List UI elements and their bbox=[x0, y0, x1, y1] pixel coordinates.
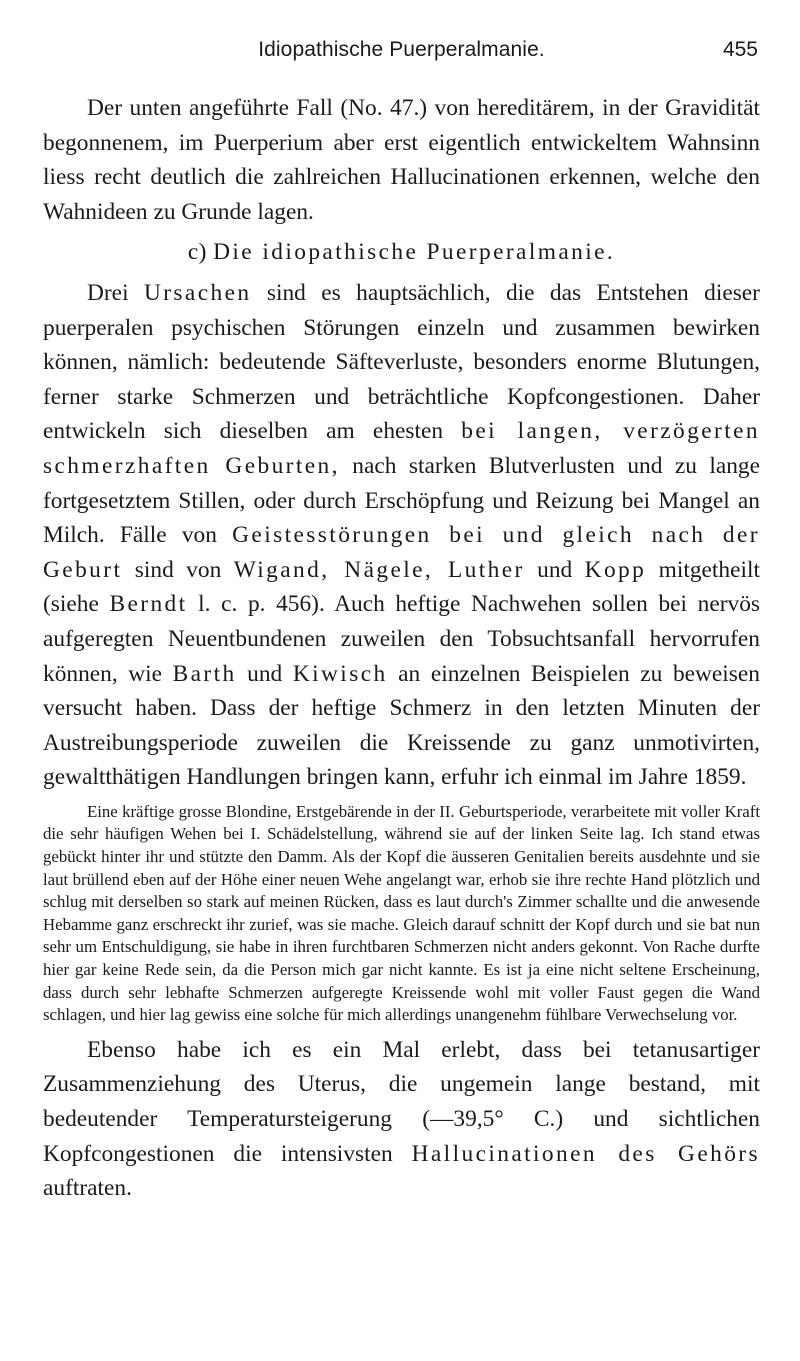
text-run: und bbox=[236, 660, 293, 687]
text-run: an einzelnen Beispielen zu beweisen versucht haben. Dass der heftige Schmerz in den letzten Minuten der Austreibungsperiode zuweilen die Kreissende zu ganz unmotivirten, gewaltthätigen Handlungen bringen kann, erfuhr ich einmal im Jahre 1859. bbox=[43, 660, 760, 791]
emphasis-authors: Wigand, Nägele, Luther bbox=[233, 556, 525, 583]
text-run: und bbox=[524, 556, 585, 583]
page-body bbox=[43, 91, 760, 1206]
emphasis-hallucinations: Hallucinationen des Gehörs bbox=[411, 1140, 760, 1167]
section-label: c) bbox=[187, 239, 207, 266]
emphasis-berndt: Berndt bbox=[109, 591, 188, 618]
emphasis-kiwisch: Kiwisch bbox=[292, 660, 388, 687]
paragraph-tetanus-case bbox=[43, 1033, 760, 1206]
text-run: Ebenso habe ich es ein Mal erlebt, dass bei tetanusartiger Zusammenziehung des Uterus, die ungemein lange bestand, mit bedeutender Temperatursteigerung (—39,5° C.) und sichtlichen Kopfcongestionen die intensivsten bbox=[43, 1036, 760, 1167]
emphasis-barth: Barth bbox=[172, 660, 237, 687]
emphasis-kopp: Kopp bbox=[584, 556, 647, 583]
running-header bbox=[43, 0, 760, 68]
text-run: sind es hauptsächlich, die das Entstehen dieser puerperalen psychischen Störungen einzeln und zusammen bewirken können, nämlich: bedeutende Säfteverluste, besonders enorme Blutungen, ferner starke Schmerzen und beträchtliche Kopfcongestionen. Daher entwickeln sich dieselben am ehesten bbox=[43, 279, 760, 445]
case-report-small-print: Eine kräftige grosse Blondine, Erstgebärende in der II. Geburtsperiode, verarbeitete mit voller Kraft die sehr häufigen Wehen bei I. Schädelstellung, während sie auf der linken Seite lag. Ich stand etwas gebückt hinter ihr und stützte den Damm. Als der Kopf die äusseren Genitalien bereits ausdehnte und sie laut brüllend eben auf der Höhe einer neuen Wehe angelangt war, erhob sie ihre rechte Hand plötzlich und schlug mit derselben so stark auf meinen Rücken, dass es laut durch's Zimmer schallte und die anwesende Hebamme ganz erschreckt ihr zurief, was sie mache. Gleich darauf schnitt der Kopf durch und sie bat nun sehr um Entschuldigung, sie habe in ihren furchtbaren Schmerzen nicht anders gekonnt. Von Rache durfte hier gar keine Rede sein, da die Person mich gar nicht kannte. Es ist ja eine nicht seltene Erscheinung, dass durch sehr lebhafte Schmerzen aufgeregte Kreissende wohl mit voller Faust gegen die Wand schlagen, und hier lag gewiss eine solche für mich allerdings unangenehm fühlbare Verwechselung vor. bbox=[43, 801, 760, 1025]
emphasis-long-births: bei langen, verzögerten schmerzhaften Geburten, bbox=[43, 418, 760, 479]
section-title: Die idiopathische Puerperalmanie. bbox=[213, 239, 616, 266]
text-run: auftraten. bbox=[43, 1175, 132, 1202]
text-run: l. c. p. 456). Auch heftige Nachwehen sollen bei nervös aufgeregten Neuentbundenen zuweilen den Tobsuchtsanfall hervorrufen können, wie bbox=[43, 591, 760, 687]
running-title: Idiopathische Puerperalmanie. bbox=[258, 38, 545, 61]
text-run: sind von bbox=[122, 556, 234, 583]
text-run: mitgetheilt (siehe bbox=[43, 556, 760, 618]
page-number: 455 bbox=[722, 38, 758, 61]
paragraph-hallucinations-case: Der unten angeführte Fall (No. 47.) von hereditärem, in der Gravidität begonnenem, im Puerperium aber erst eigentlich entwickeltem Wahnsinn liess recht deutlich die zahlreichen Hallucinationen erkennen, welche den Wahnideen zu Grunde lagen. bbox=[43, 95, 760, 225]
section-heading bbox=[43, 235, 760, 270]
paragraph-causes bbox=[43, 276, 760, 795]
emphasis-ursachen: Ursachen bbox=[143, 279, 252, 306]
text-run: nach starken Blutverlusten und zu lange fortgesetztem Stillen, oder durch Erschöpfung und Reizung bei Mangel an Milch. Fälle von bbox=[43, 452, 760, 549]
text-run: Drei bbox=[87, 279, 144, 306]
emphasis-disorders-at-birth: Geistesstörungen bei und gleich nach der Geburt bbox=[43, 522, 761, 583]
